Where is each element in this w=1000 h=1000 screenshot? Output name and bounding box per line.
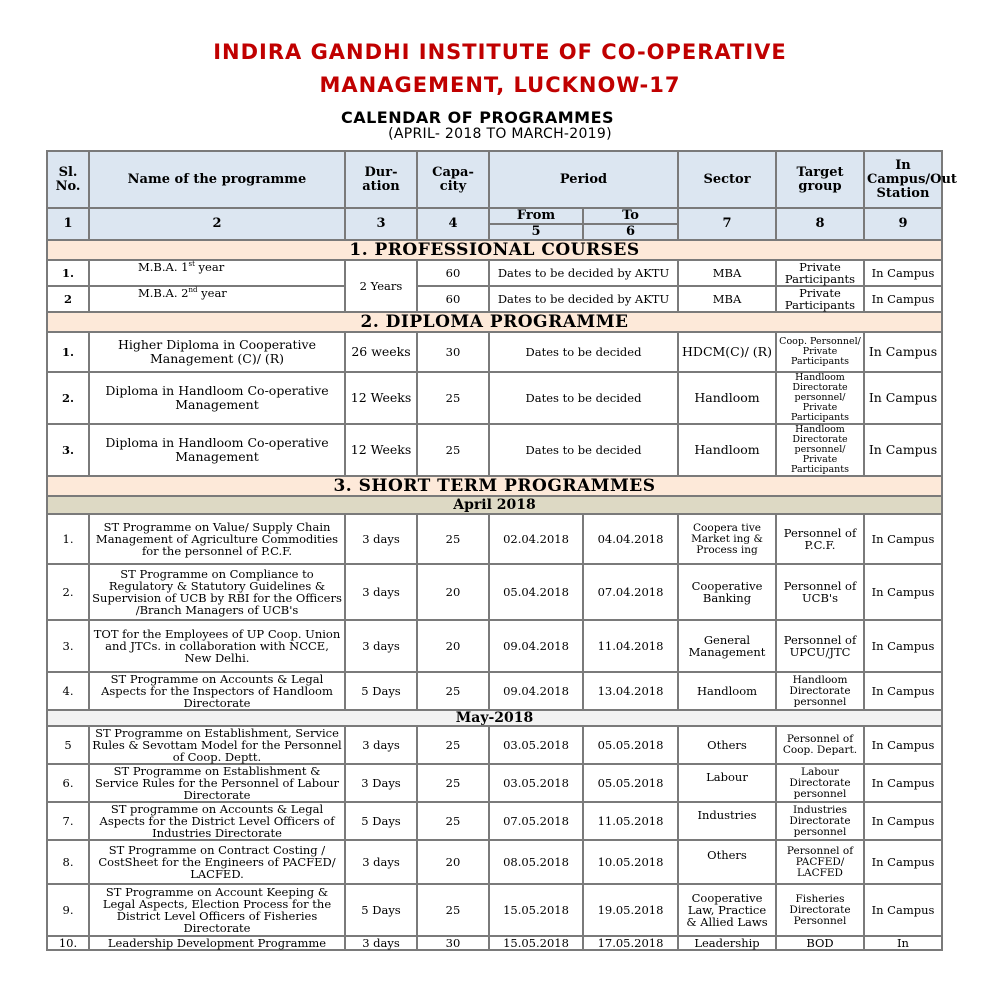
cell-duration: 3 days [345, 564, 417, 620]
cell-campus: In Campus [864, 884, 942, 936]
cell-capacity: 20 [417, 564, 489, 620]
cell-sl: 2. [47, 372, 89, 424]
col-number: 4 [417, 208, 489, 240]
cell-target: Private Participants [776, 260, 864, 286]
cell-period: Dates to be decided by AKTU [489, 260, 678, 286]
cell-from: 09.04.2018 [489, 672, 583, 710]
cell-from: 07.05.2018 [489, 802, 583, 840]
section-title: 2. DIPLOMA PROGRAMME [47, 312, 942, 332]
cell-to: 13.04.2018 [583, 672, 678, 710]
table-row [47, 564, 942, 620]
cell-campus: In Campus [864, 672, 942, 710]
table-row [47, 286, 942, 312]
month-header [47, 710, 942, 726]
cell-duration: 12 Weeks [345, 372, 417, 424]
cell-sector: HDCM(C)/ (R) [678, 332, 776, 372]
cell-sl: 1. [47, 332, 89, 372]
cell-campus: In Campus [864, 802, 942, 840]
cell-campus: In Campus [864, 726, 942, 764]
cell-target: Fisheries Directorate Personnel [776, 884, 864, 936]
cell-sector: Others [678, 726, 776, 764]
month-header [47, 496, 942, 514]
cell-campus: In Campus [864, 840, 942, 884]
cell-target: Coop. Personnel/ Private Participants [776, 332, 864, 372]
cell-sl: 6. [47, 764, 89, 802]
cell-sl: 10. [47, 936, 89, 950]
cell-name: M.B.A. 1st year [89, 260, 345, 286]
table-row [47, 672, 942, 710]
cell-name: M.B.A. 2nd year [89, 286, 345, 312]
cell-sector: Cooperative Banking [678, 564, 776, 620]
cell-name: TOT for the Employees of UP Coop. Union and JTCs. in collaboration with NCCE, New Delhi. [89, 620, 345, 672]
section-title: 3. SHORT TERM PROGRAMMES [47, 476, 942, 496]
col-sl: Sl. No. [47, 151, 89, 208]
cell-campus: In Campus [864, 372, 942, 424]
col-number: 9 [864, 208, 942, 240]
cell-duration: 3 days [345, 514, 417, 564]
cell-campus: In Campus [864, 514, 942, 564]
table-row [47, 332, 942, 372]
cell-period: Dates to be decided [489, 424, 678, 476]
cell-target: Personnel of PACFED/ LACFED [776, 840, 864, 884]
cell-name: ST Programme on Establishment & Service Rules for the Personnel of Labour Directorate [89, 764, 345, 802]
cell-to: 11.04.2018 [583, 620, 678, 672]
calendar-period: (APRIL- 2018 TO MARCH-2019) [388, 126, 612, 142]
cell-sl: 2. [47, 564, 89, 620]
cell-capacity: 20 [417, 620, 489, 672]
cell-target: Industries Directorate personnel [776, 802, 864, 840]
cell-duration: 3 days [345, 726, 417, 764]
col-number: 1 [47, 208, 89, 240]
cell-duration: 12 Weeks [345, 424, 417, 476]
cell-to: 11.05.2018 [583, 802, 678, 840]
cell-duration: 5 Days [345, 884, 417, 936]
col-number: 5 [489, 224, 583, 240]
cell-capacity: 25 [417, 372, 489, 424]
cell-sector: Coopera tive Market ing & Process ing [678, 514, 776, 564]
cell-capacity: 30 [417, 332, 489, 372]
cell-name: ST programme on Accounts & Legal Aspects for the District Level Officers of Industries Directorate [89, 802, 345, 840]
table-row [47, 726, 942, 764]
col-target: Target group [776, 151, 864, 208]
cell-duration: 2 Years [345, 260, 417, 312]
cell-to: 19.05.2018 [583, 884, 678, 936]
table-row [47, 514, 942, 564]
header-row [47, 151, 942, 208]
cell-sector: MBA [678, 260, 776, 286]
table-row [47, 936, 942, 950]
cell-campus: In Campus [864, 260, 942, 286]
cell-sector: Handloom [678, 672, 776, 710]
cell-name: ST Programme on Accounts & Legal Aspects for the Inspectors of Handloom Directorate [89, 672, 345, 710]
col-capacity: Capa-city [417, 151, 489, 208]
cell-sector: Labour [678, 764, 776, 802]
cell-capacity: 25 [417, 764, 489, 802]
table-row [47, 840, 942, 884]
cell-sector: MBA [678, 286, 776, 312]
cell-target: Personnel of UPCU/JTC [776, 620, 864, 672]
col-from: From [489, 208, 583, 224]
cell-sl: 2 [47, 286, 89, 312]
cell-sector: Leadership [678, 936, 776, 950]
cell-duration: 5 Days [345, 802, 417, 840]
programme-table [46, 150, 957, 951]
cell-capacity: 25 [417, 884, 489, 936]
cell-to: 05.05.2018 [583, 726, 678, 764]
cell-duration: 3 days [345, 620, 417, 672]
table-row [47, 424, 942, 476]
cell-sl: 7. [47, 802, 89, 840]
cell-sector: Industries [678, 802, 776, 840]
table-row [47, 764, 942, 802]
cell-sector: Handloom [678, 372, 776, 424]
cell-period: Dates to be decided [489, 372, 678, 424]
cell-duration: 26 weeks [345, 332, 417, 372]
cell-from: 09.04.2018 [489, 620, 583, 672]
cell-target: Personnel of Coop. Depart. [776, 726, 864, 764]
cell-duration: 3 Days [345, 764, 417, 802]
col-name: Name of the programme [89, 151, 345, 208]
cell-target: Private Participants [776, 286, 864, 312]
cell-target: Labour Directorate personnel [776, 764, 864, 802]
col-number: 6 [583, 224, 678, 240]
cell-name: Higher Diploma in Cooperative Management (C)/ (R) [89, 332, 345, 372]
cell-target: Handloom Directorate personnel [776, 672, 864, 710]
col-campus: In Campus/Out Station [864, 151, 942, 208]
cell-from: 15.05.2018 [489, 936, 583, 950]
cell-capacity: 60 [417, 260, 489, 286]
cell-target: BOD [776, 936, 864, 950]
cell-sector: Others [678, 840, 776, 884]
cell-name: ST Programme on Account Keeping & Legal Aspects, Election Process for the District Level Officers of Fisheries Directorate [89, 884, 345, 936]
cell-campus: In Campus [864, 620, 942, 672]
col-number: 8 [776, 208, 864, 240]
cell-period: Dates to be decided [489, 332, 678, 372]
cell-sl: 8. [47, 840, 89, 884]
cell-name: Diploma in Handloom Co-operative Management [89, 424, 345, 476]
table-row [47, 802, 942, 840]
cell-period: Dates to be decided by AKTU [489, 286, 678, 312]
cell-capacity: 25 [417, 672, 489, 710]
col-to: To [583, 208, 678, 224]
month-title: May-2018 [47, 710, 942, 726]
col-number: 7 [678, 208, 776, 240]
col-number: 2 [89, 208, 345, 240]
cell-target: Personnel of UCB's [776, 564, 864, 620]
cell-sl: 4. [47, 672, 89, 710]
cell-name: ST Programme on Establishment, Service Rules & Sevottam Model for the Personnel of Coop. Deptt. [89, 726, 345, 764]
cell-sl: 9. [47, 884, 89, 936]
cell-duration: 3 days [345, 936, 417, 950]
table-row [47, 884, 942, 936]
cell-to: 04.04.2018 [583, 514, 678, 564]
cell-sl: 1. [47, 514, 89, 564]
cell-to: 17.05.2018 [583, 936, 678, 950]
cell-sl: 1. [47, 260, 89, 286]
cell-capacity: 25 [417, 726, 489, 764]
cell-campus: In [864, 936, 942, 950]
cell-target: Handloom Directorate personnel/ Private Participants [776, 424, 864, 476]
table-row [47, 372, 942, 424]
col-period: Period [489, 151, 678, 208]
cell-from: 03.05.2018 [489, 764, 583, 802]
table-row [47, 620, 942, 672]
cell-capacity: 30 [417, 936, 489, 950]
cell-campus: In Campus [864, 332, 942, 372]
number-row-top [47, 208, 942, 224]
col-sector: Sector [678, 151, 776, 208]
cell-capacity: 60 [417, 286, 489, 312]
cell-sector: General Management [678, 620, 776, 672]
institute-name-line1: INDIRA GANDHI INSTITUTE OF CO-OPERATIVE [213, 40, 787, 64]
cell-name: Diploma in Handloom Co-operative Management [89, 372, 345, 424]
cell-campus: In Campus [864, 564, 942, 620]
cell-duration: 3 days [345, 840, 417, 884]
cell-sector: Handloom [678, 424, 776, 476]
section-header [47, 312, 942, 332]
section-title: 1. PROFESSIONAL COURSES [47, 240, 942, 260]
section-header [47, 476, 942, 496]
cell-sl: 3. [47, 424, 89, 476]
col-duration: Dur-ation [345, 151, 417, 208]
cell-name: ST Programme on Compliance to Regulatory & Statutory Guidelines & Supervision of UCB by RBI for the Officers /Branch Managers of UCB's [89, 564, 345, 620]
institute-name-line2: MANAGEMENT, LUCKNOW-17 [319, 73, 681, 97]
section-header [47, 240, 942, 260]
cell-from: 02.04.2018 [489, 514, 583, 564]
cell-campus: In Campus [864, 424, 942, 476]
cell-target: Personnel of P.C.F. [776, 514, 864, 564]
col-number: 3 [345, 208, 417, 240]
cell-from: 05.04.2018 [489, 564, 583, 620]
cell-to: 10.05.2018 [583, 840, 678, 884]
cell-capacity: 20 [417, 840, 489, 884]
cell-campus: In Campus [864, 286, 942, 312]
cell-sector: Cooperative Law, Practice & Allied Laws [678, 884, 776, 936]
cell-capacity: 25 [417, 514, 489, 564]
cell-from: 15.05.2018 [489, 884, 583, 936]
cell-from: 08.05.2018 [489, 840, 583, 884]
cell-name: ST Programme on Value/ Supply Chain Management of Agriculture Commodities for the personnel of P.C.F. [89, 514, 345, 564]
table-row [47, 260, 942, 286]
cell-to: 07.04.2018 [583, 564, 678, 620]
cell-capacity: 25 [417, 424, 489, 476]
cell-sl: 5 [47, 726, 89, 764]
calendar-title: CALENDAR OF PROGRAMMES [340, 108, 615, 127]
cell-duration: 5 Days [345, 672, 417, 710]
cell-name: ST Programme on Contract Costing / CostSheet for the Engineers of PACFED/ LACFED. [89, 840, 345, 884]
month-title: April 2018 [47, 496, 942, 514]
cell-from: 03.05.2018 [489, 726, 583, 764]
cell-campus: In Campus [864, 764, 942, 802]
cell-target: Handloom Directorate personnel/ Private Participants [776, 372, 864, 424]
cell-to: 05.05.2018 [583, 764, 678, 802]
cell-sl: 3. [47, 620, 89, 672]
cell-name: Leadership Development Programme [89, 936, 345, 950]
cell-capacity: 25 [417, 802, 489, 840]
